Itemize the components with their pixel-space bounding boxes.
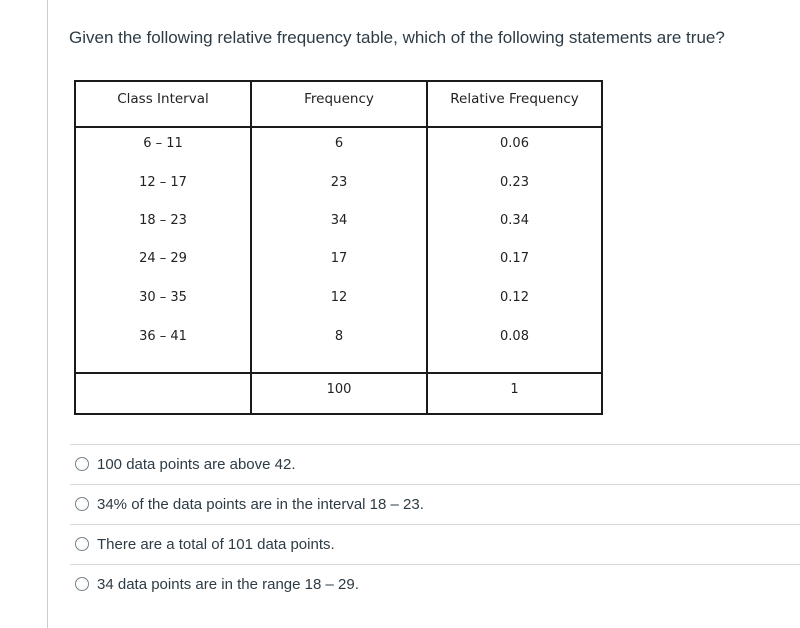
relative-frequency-table xyxy=(74,80,603,415)
table-cell-class-interval: 30 – 35 xyxy=(139,290,187,305)
answer-options xyxy=(70,444,800,604)
table-cell-class-interval: 12 – 17 xyxy=(139,175,187,190)
radio-button[interactable] xyxy=(75,537,89,551)
table-header-relative-frequency: Relative Frequency xyxy=(450,91,579,107)
table-cell-class-interval: 24 – 29 xyxy=(139,251,187,266)
question-text: Given the following relative frequency table, which of the following statements are true? xyxy=(69,28,725,47)
answer-option-label[interactable]: 34 data points are in the range 18 – 29. xyxy=(97,576,359,593)
answer-option-label[interactable]: 34% of the data points are in the interval 18 – 23. xyxy=(97,496,424,513)
table-cell-relative-frequency: 0.12 xyxy=(500,290,529,305)
content-left-border xyxy=(47,0,48,628)
table-total-divider xyxy=(76,372,601,374)
table-cell-relative-frequency: 0.06 xyxy=(500,136,529,151)
table-total-relative-frequency: 1 xyxy=(510,382,519,397)
table-column-divider xyxy=(426,82,428,413)
answer-option[interactable] xyxy=(70,564,800,604)
table-column-divider xyxy=(250,82,252,413)
table-cell-class-interval: 6 – 11 xyxy=(143,136,183,151)
table-cell-frequency: 6 xyxy=(334,136,344,151)
table-cell-frequency: 17 xyxy=(330,251,348,266)
table-total-frequency: 100 xyxy=(326,382,352,397)
table-cell-class-interval: 36 – 41 xyxy=(139,329,187,344)
answer-option[interactable] xyxy=(70,444,800,484)
table-cell-class-interval: 18 – 23 xyxy=(139,213,187,228)
table-cell-relative-frequency: 0.17 xyxy=(500,251,529,266)
table-cell-relative-frequency: 0.23 xyxy=(500,175,529,190)
table-cell-frequency: 8 xyxy=(334,329,344,344)
table-header-divider xyxy=(76,126,601,128)
radio-button[interactable] xyxy=(75,457,89,471)
radio-button[interactable] xyxy=(75,497,89,511)
table-cell-relative-frequency: 0.34 xyxy=(500,213,529,228)
table-cell-relative-frequency: 0.08 xyxy=(500,329,529,344)
answer-option-label[interactable]: There are a total of 101 data points. xyxy=(97,536,335,553)
table-header-class-interval: Class Interval xyxy=(117,91,209,107)
answer-option[interactable] xyxy=(70,524,800,564)
answer-option[interactable] xyxy=(70,484,800,524)
table-cell-frequency: 34 xyxy=(330,213,348,228)
table-cell-frequency: 12 xyxy=(330,290,348,305)
answer-option-label[interactable]: 100 data points are above 42. xyxy=(97,456,296,473)
table-header-frequency: Frequency xyxy=(304,91,374,107)
table-cell-frequency: 23 xyxy=(330,175,348,190)
radio-button[interactable] xyxy=(75,577,89,591)
